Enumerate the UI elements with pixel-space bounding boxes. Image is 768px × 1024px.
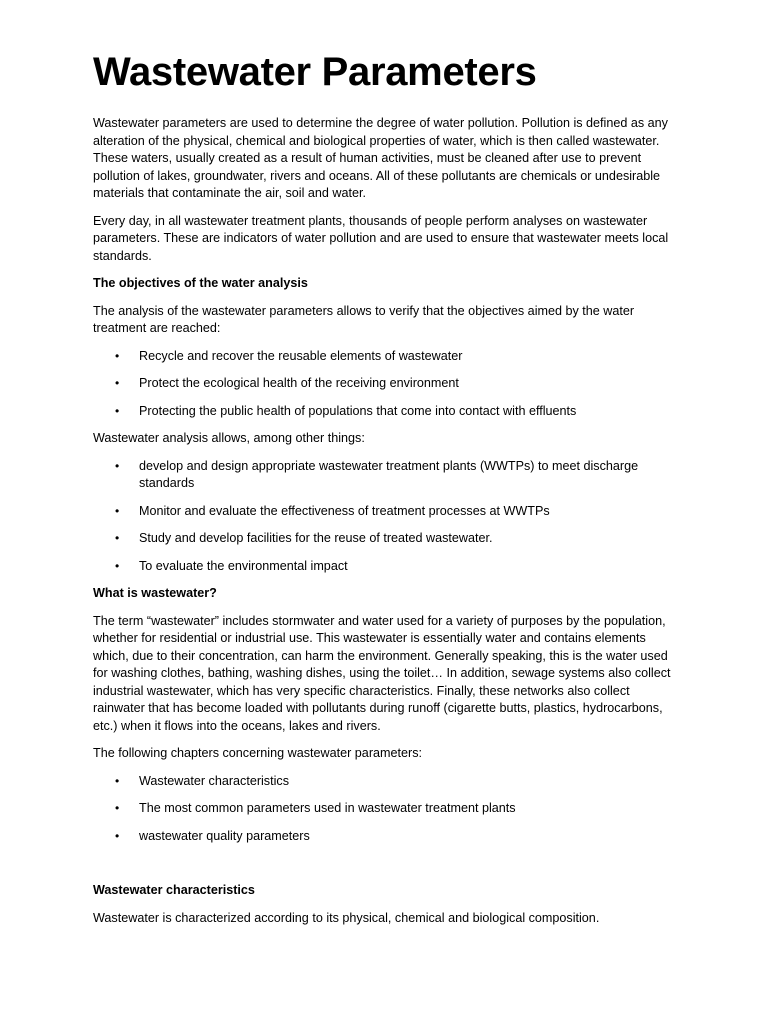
- list-item-text: The most common parameters used in wastewater treatment plants: [139, 801, 516, 815]
- list-item-text: develop and design appropriate wastewater treatment plants (WWTPs) to meet discharge standards: [139, 458, 639, 490]
- bullet-icon: •: [115, 531, 120, 545]
- bullet-icon: •: [115, 773, 120, 788]
- list-item: [93, 503, 676, 521]
- list-item: [93, 800, 676, 818]
- bullet-icon: •: [115, 403, 120, 418]
- characteristics-paragraph: Wastewater is characterized according to its physical, chemical and biological composition.: [93, 910, 600, 925]
- list-item: [93, 558, 676, 576]
- objectives-intro: The analysis of the wastewater parameters allows to verify that the objectives aimed by the water treatment are reached:: [93, 303, 635, 335]
- bullet-icon: •: [115, 801, 120, 815]
- objectives-heading: The objectives of the water analysis: [93, 276, 308, 290]
- list-item: [93, 828, 676, 846]
- page-title: Wastewater Parameters: [93, 50, 537, 94]
- bullet-icon: •: [115, 458, 120, 473]
- characteristics-heading: Wastewater characteristics: [93, 883, 255, 897]
- chapters-list: [93, 773, 676, 846]
- section-spacer: [93, 855, 676, 882]
- list-item-text: wastewater quality parameters: [139, 828, 310, 843]
- bullet-icon: •: [115, 828, 120, 843]
- list-item-text: Protecting the public health of populations that come into contact with effluents: [139, 403, 577, 418]
- list-item-text: To evaluate the environmental impact: [139, 558, 348, 573]
- what-is-wastewater-heading: What is wastewater?: [93, 586, 217, 600]
- list-item: [93, 348, 676, 366]
- list-item: [93, 458, 676, 493]
- list-item-text: Monitor and evaluate the effectiveness of treatment processes at WWTPs: [139, 503, 550, 518]
- objectives-list: [93, 348, 676, 421]
- bullet-icon: •: [115, 376, 120, 390]
- bullet-icon: •: [115, 503, 120, 518]
- what-is-wastewater-paragraph: The term “wastewater” includes stormwater and water used for a variety of purposes by the population, whether for residential or industrial use. This wastewater is essentially water and contains elements which, due to their concentration, can harm the environment. Generally speaking, this is the water used for washing clothes, bathing, washing dishes, using the toilet… In addition, sewage systems also collect industrial wastewater, which has very specific characteristics. Finally, these networks also collect rainwater that has become loaded with pollutants during runoff (cigarette butts, plastics, hydrocarbons, etc.) when it flows into the oceans, lakes and rivers.: [93, 613, 671, 733]
- chapters-intro: The following chapters concerning wastewater parameters:: [93, 746, 422, 760]
- list-item-text: Wastewater characteristics: [139, 773, 289, 788]
- list-item: [93, 375, 676, 393]
- analysis-intro: Wastewater analysis allows, among other things:: [93, 431, 365, 445]
- document-page: [93, 44, 676, 937]
- bullet-icon: •: [115, 348, 120, 363]
- list-item: [93, 403, 676, 421]
- list-item-text: Study and develop facilities for the reuse of treated wastewater.: [139, 531, 493, 545]
- analysis-list: [93, 458, 676, 576]
- bullet-icon: •: [115, 558, 120, 573]
- intro-paragraph-1: Wastewater parameters are used to determine the degree of water pollution. Pollution is defined as any alteration of the physical, chemical and biological properties of water, which is then called wastewater. These waters, usually created as a result of human activities, must be cleaned after use to prevent pollution of lakes, groundwater, rivers and oceans. All of these pollutants are chemicals or undesirable materials that contaminate the air, soil and water.: [93, 116, 668, 200]
- list-item: [93, 773, 676, 791]
- list-item-text: Protect the ecological health of the receiving environment: [139, 376, 459, 390]
- list-item-text: Recycle and recover the reusable elements of wastewater: [139, 348, 463, 363]
- intro-paragraph-2: Every day, in all wastewater treatment plants, thousands of people perform analyses on wastewater parameters. These are indicators of water pollution and are used to ensure that wastewater meets local standards.: [93, 213, 669, 263]
- list-item: [93, 530, 676, 548]
